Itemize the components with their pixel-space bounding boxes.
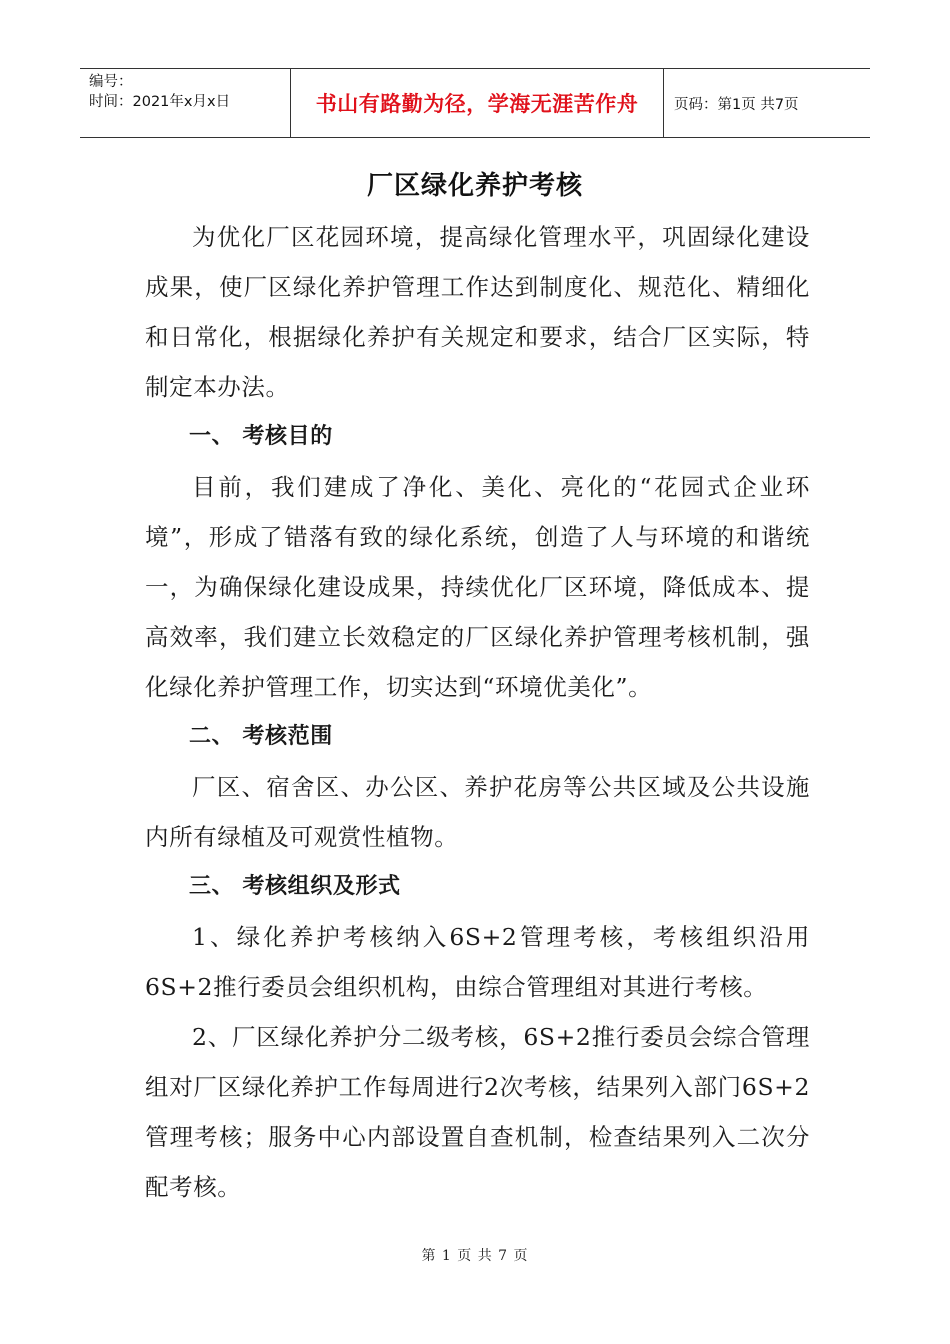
paragraph-intro: 为优化厂区花园环境，提高绿化管理水平，巩固绿化建设成果，使厂区绿化养护管理工作达到制度化、规范化、精细化和日常化，根据绿化养护有关规定和要求，结合厂区实际，特制定本办法。: [145, 223, 810, 401]
paragraph-organization-2: 2、厂区绿化养护分二级考核，6S+2推行委员会综合管理组对厂区绿化养护工作每周进行2次考核，结果列入部门6S+2管理考核；服务中心内部设置自查机制，检查结果列入二次分配考核。: [145, 1023, 810, 1201]
page-footer: 第 1 页 共 7 页: [421, 1248, 529, 1264]
date-label: 时间：2021年x月x日: [89, 94, 231, 110]
section-heading-organization: 三、 考核组织及形式: [189, 874, 401, 899]
document-title: 厂区绿化养护考核: [366, 171, 583, 201]
section-heading-scope: 二、 考核范围: [189, 724, 333, 749]
paragraph-organization-1: 1、绿化养护考核纳入6S+2管理考核，考核组织沿用6S+2推行委员会组织机构，由综合管理组对其进行考核。: [145, 923, 810, 1001]
section-heading-purpose: 一、 考核目的: [189, 424, 333, 449]
header-motto: 书山有路勤为径，学海无涯苦作舟: [291, 69, 664, 137]
paragraph-purpose: 目前，我们建成了净化、美化、亮化的“花园式企业环境”，形成了错落有致的绿化系统，创造了人与环境的和谐统一，为确保绿化建设成果，持续优化厂区环境，降低成本、提高效率，我们建立长效稳定的厂区绿化养护管理考核机制，强化绿化养护管理工作，切实达到“环境优美化”。: [145, 473, 810, 701]
header-page-info: 页码：第1页 共7页: [674, 96, 799, 113]
document-body: [145, 212, 810, 1212]
paragraph-scope: 厂区、宿舍区、办公区、养护花房等公共区域及公共设施内所有绿植及可观赏性植物。: [145, 773, 810, 851]
header-meta-cell: [80, 69, 291, 137]
number-label: 编号：: [89, 74, 133, 90]
document-header: [80, 68, 870, 138]
